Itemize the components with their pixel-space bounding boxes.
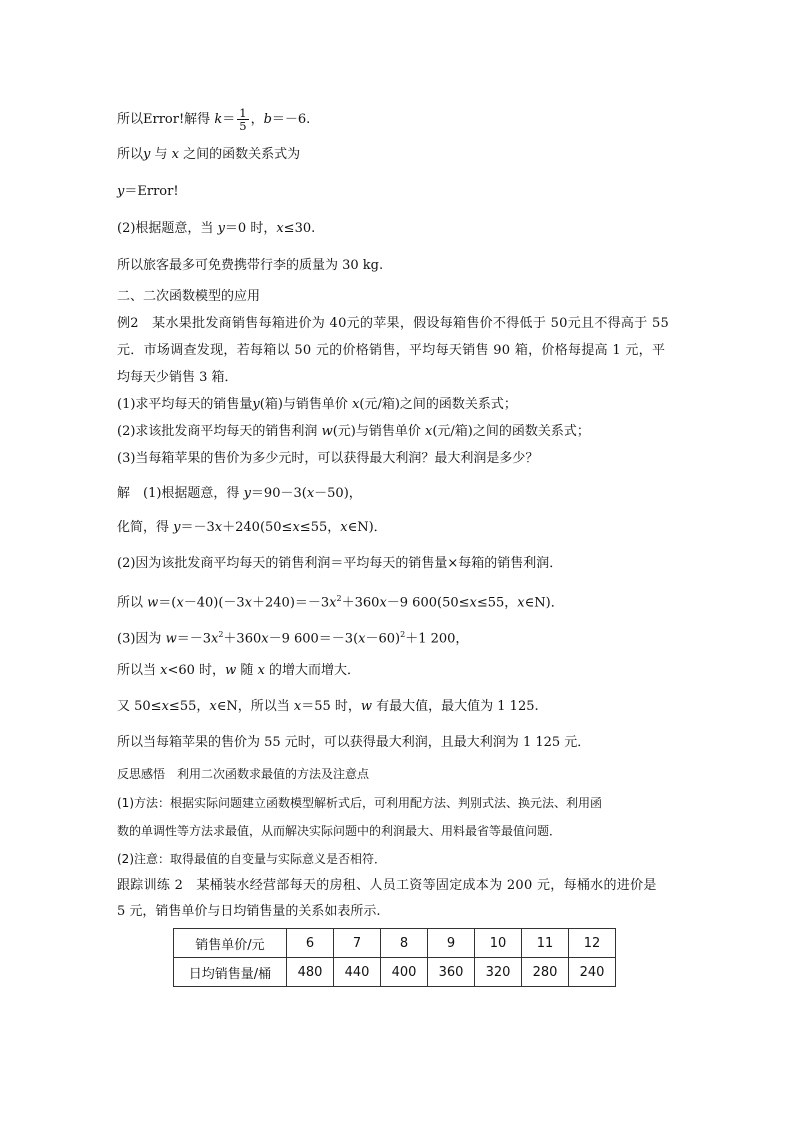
practice-2-line-1: 跟踪训练 2 某桶装水经营部每天的房租、人员工资等固定成本为 200 元，每桶水的进价是 [117, 878, 657, 893]
example-2-line-1: 例2 某水果批发商销售每箱进价为 40元的苹果，假设每箱售价不得低于 50元且不得高于 55 [117, 316, 670, 331]
reflection-method-line-1: (1)方法：根据实际问题建立函数模型解析式后，可利用配方法、判别式法、换元法、利用函 [117, 796, 603, 810]
reflection-note: (2)注意：取得最值的自变量与实际意义是否相符． [117, 852, 386, 866]
practice-2-line-2: 5 元，销售单价与日均销售量的关系如表所示. [117, 904, 381, 919]
table-header-price: 销售单价/元 [174, 929, 287, 958]
answer-line-2: 化简，得 y＝－3x＋240(50≤x≤55，x∈N)． [117, 520, 387, 535]
table-cell: 400 [381, 958, 428, 987]
example-2-line-2: 元．市场调查发现，若每箱以 50 元的价格销售，平均每天销售 90 箱，价格每提高 1 元，平 [117, 343, 666, 358]
table-cell: 320 [475, 958, 522, 987]
reflection-method-line-2: 数的单调性等方法求最值，从而解决实际问题中的利润最大、用料最省等最值问题． [117, 824, 562, 838]
reflection-heading: 反思感悟 利用二次函数求最值的方法及注意点 [117, 767, 370, 781]
answer-line-7: 又 50≤x≤55，x∈N，所以当 x＝55 时，w 有最大值，最大值为 1 125. [117, 699, 539, 714]
table-cell: 12 [569, 929, 616, 958]
answer-line-6: 所以当 x<60 时，w 随 x 的增大而增大． [117, 663, 360, 678]
answer-line-1: 解 (1)根据题意，得 y＝90－3(x－50)， [117, 486, 362, 501]
table-cell: 11 [522, 929, 569, 958]
table-cell: 10 [475, 929, 522, 958]
table-cell: 360 [428, 958, 475, 987]
answer-line-5: (3)因为 $w=-3x^2+360x-9$ $600=-3(x-60)^2+1$ 200， [117, 630, 469, 647]
section-heading: 二、二次函数模型的应用 [117, 289, 261, 304]
table-row-sales [174, 958, 616, 987]
table-cell: 440 [334, 958, 381, 987]
table-cell: 7 [334, 929, 381, 958]
example-2-line-3: 均每天少销售 3 箱． [117, 370, 238, 385]
price-sales-table [173, 928, 616, 987]
table-cell: 9 [428, 929, 475, 958]
answer-line-4: 所以 $w=(x-40)(-3x+240)=-3x^2+360x-9$ 600(50≤x≤55，x∈N)． [117, 594, 564, 611]
fraction-one-fifth: $\frac{1}{5}$ [239, 106, 247, 133]
table-cell: 280 [522, 958, 569, 987]
solution-line-5: 所以旅客最多可免费携带行李的质量为 30 kg. [117, 258, 384, 273]
answer-line-3: (2)因为该批发商平均每天的销售利润＝平均每天的销售量×每箱的销售利润． [117, 556, 563, 571]
table-row-price [174, 929, 616, 958]
solution-line-2: 所以y 与 x 之间的函数关系式为 [117, 147, 301, 162]
table-cell: 240 [569, 958, 616, 987]
table-header-sales: 日均销售量/桶 [174, 958, 287, 987]
solution-line-3: y＝Error! [117, 184, 179, 199]
example-2-question-1: (1)求平均每天的销售量y(箱)与销售单价 x(元/箱)之间的函数关系式； [117, 397, 517, 412]
table-cell: 6 [287, 929, 334, 958]
solution-line-1: 所以Error!解得 k＝ $\frac{1}{5}$ ，b＝－6. [117, 106, 311, 133]
example-2-question-2: (2)求该批发商平均每天的销售利润 w(元)与销售单价 x(元/箱)之间的函数关系式； [117, 424, 590, 439]
example-2-question-3: (3)当每箱苹果的售价为多少元时，可以获得最大利润？最大利润是多少？ [117, 451, 539, 466]
table-cell: 480 [287, 958, 334, 987]
answer-line-8: 所以当每箱苹果的售价为 55 元时，可以获得最大利润，且最大利润为 1 125 元． [117, 735, 591, 750]
solution-line-4: (2)根据题意，当 y＝0 时，x≤30. [117, 221, 316, 236]
table-cell: 8 [381, 929, 428, 958]
